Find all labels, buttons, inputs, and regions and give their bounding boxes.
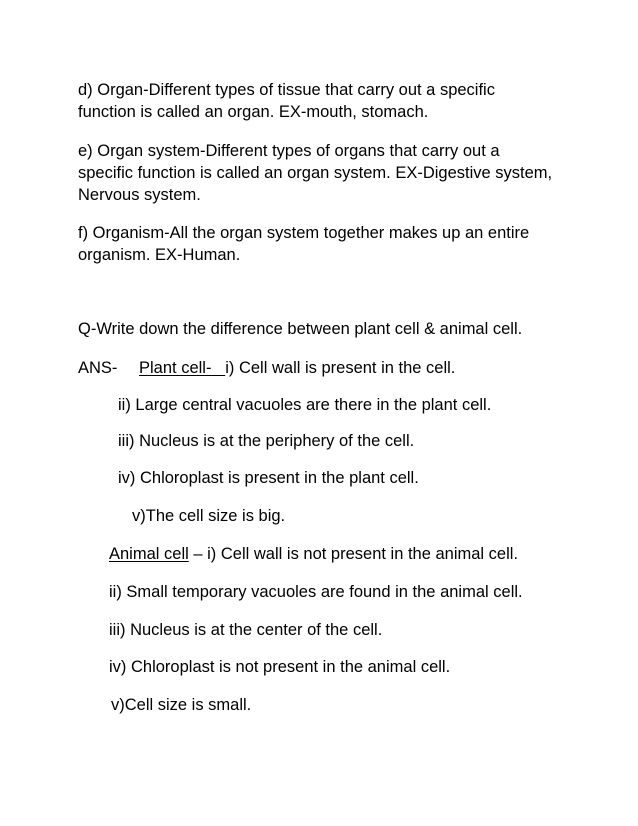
organ-system-definition-line-3: Nervous system. [78, 186, 201, 204]
organ-system-definition-line-2: specific function is called an organ system. EX-Digestive system, [78, 164, 553, 182]
organ-definition-line-1: d) Organ-Different types of tissue that carry out a specific [78, 81, 495, 99]
animal-cell-item-4: iv) Chloroplast is not present in the animal cell. [109, 658, 451, 676]
plant-cell-row [139, 357, 455, 379]
animal-cell-heading: Animal cell [109, 545, 189, 563]
organ-definition-line-2: function is called an organ. EX-mouth, stomach. [78, 103, 429, 121]
plant-cell-item-4: iv) Chloroplast is present in the plant cell. [118, 469, 419, 487]
answer-prefix: ANS- [78, 359, 118, 377]
plant-cell-item-3: iii) Nucleus is at the periphery of the cell. [118, 432, 415, 450]
plant-cell-item-5: v)The cell size is big. [132, 507, 286, 525]
animal-cell-item-1: i) Cell wall is not present in the animal cell. [207, 545, 519, 563]
plant-cell-heading: Plant cell- [139, 359, 212, 377]
organism-definition-line-1: f) Organism-All the organ system together makes up an entire [78, 224, 530, 242]
organ-system-definition-line-1: e) Organ system-Different types of organs that carry out a [78, 142, 500, 160]
plant-cell-item-1: i) Cell wall is present in the cell. [225, 359, 456, 377]
organism-definition-line-2: organism. EX-Human. [78, 246, 241, 264]
plant-cell-heading-gap [211, 359, 225, 377]
question-text: Q-Write down the difference between plant cell & animal cell. [78, 320, 523, 338]
plant-cell-item-2: ii) Large central vacuoles are there in the plant cell. [118, 396, 492, 414]
animal-cell-separator: – [188, 545, 208, 563]
animal-cell-item-5: v)Cell size is small. [111, 696, 252, 714]
animal-cell-row [109, 543, 518, 565]
animal-cell-item-3: iii) Nucleus is at the center of the cell. [109, 621, 383, 639]
animal-cell-item-2: ii) Small temporary vacuoles are found in the animal cell. [109, 583, 523, 601]
